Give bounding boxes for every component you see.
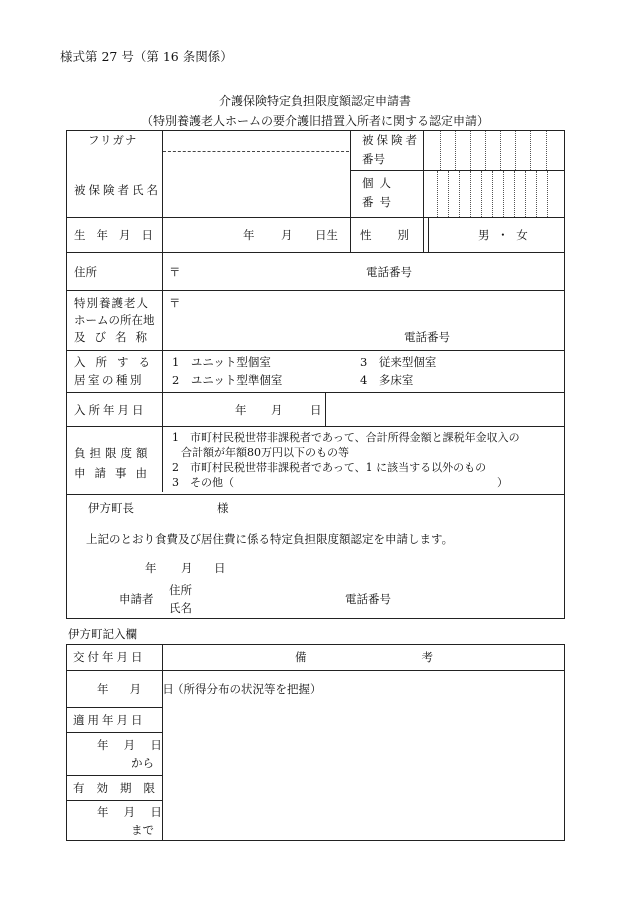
- postal-mark: 〒: [169, 265, 181, 279]
- applicant-phone-label: 電話番号: [345, 592, 391, 606]
- admission-year-unit: 年: [235, 403, 247, 417]
- room-type-label-2: 居室の種別: [74, 373, 144, 387]
- sex-label: 性別: [360, 228, 435, 242]
- insured-number-field[interactable]: [424, 131, 563, 169]
- reason-option-3-close: ）: [497, 476, 508, 489]
- insured-number-label-2: 番号: [362, 152, 385, 166]
- facility-label-3: 及び名称: [74, 330, 156, 344]
- admission-month-unit: 月: [271, 403, 283, 417]
- furigana-field[interactable]: [163, 133, 349, 150]
- facility-field[interactable]: [163, 291, 563, 349]
- personal-number-field[interactable]: [424, 171, 563, 216]
- facility-label: 特別養護老人: [74, 296, 149, 310]
- form-title: 介護保険特定負担限度額認定申請書: [218, 94, 411, 108]
- from-label: から: [131, 756, 154, 770]
- limit-reason-label: 負担限度額: [74, 446, 152, 460]
- address-field[interactable]: [163, 253, 563, 289]
- addressee: 伊方町長: [88, 501, 134, 515]
- valid-until-label: 有効期限: [73, 781, 167, 795]
- insured-name-field[interactable]: [163, 153, 349, 215]
- room-option-unit-private[interactable]: 1 ユニット型個室: [172, 355, 271, 369]
- birth-day-unit: 日生: [315, 228, 338, 242]
- admission-date-field[interactable]: [163, 393, 324, 425]
- phone-label: 電話番号: [366, 265, 412, 279]
- insured-number-label: 被保険者: [362, 133, 420, 147]
- personal-number-label: 個人: [362, 176, 397, 190]
- apply-date-template: 年 月 日: [97, 738, 162, 752]
- admission-day-unit: 日: [310, 403, 322, 417]
- remarks-field[interactable]: [163, 700, 563, 839]
- valid-until-template: 年 月 日: [97, 805, 162, 819]
- reason-option-1[interactable]: 1 市町村民税世帯非課税者であって、合計所得金額と課税年金収入の: [172, 431, 520, 444]
- room-option-multi-bed[interactable]: 4 多床室: [360, 373, 414, 387]
- address-label: 住所: [74, 265, 97, 279]
- furigana-label: フリガナ: [88, 133, 138, 147]
- facility-label-2: ホームの所在地: [74, 313, 155, 327]
- room-option-unit-semi-private[interactable]: 2 ユニット型準個室: [172, 373, 283, 387]
- remarks-note: （所得分布の状況等を把握）: [172, 682, 322, 696]
- applicant-label: 申請者: [119, 592, 154, 606]
- room-type-label: 入所する: [74, 355, 160, 369]
- applicant-address-label: 住所: [169, 583, 192, 597]
- declaration-statement: 上記のとおり食費及び居住費に係る特定負担限度額認定を申請します。: [86, 532, 454, 546]
- reason-option-1-cont: 合計額が年額80万円以下のもの等: [181, 446, 349, 459]
- birth-date-label: 生年月日: [74, 228, 164, 242]
- remarks-label: 備 考: [295, 650, 433, 664]
- declaration-year-unit: 年: [145, 561, 157, 575]
- until-label: まで: [131, 823, 154, 837]
- facility-phone-label: 電話番号: [404, 330, 450, 344]
- issue-date-label: 交付年月日: [73, 650, 146, 664]
- sex-options[interactable]: 男 ・ 女: [478, 228, 528, 242]
- honorific: 様: [217, 501, 229, 515]
- personal-number-label-2: 番号: [362, 195, 397, 209]
- applicant-name-label: 氏名: [169, 601, 192, 615]
- form-subtitle: （特別養護老人ホームの要介護旧措置入所者に関する認定申請）: [140, 114, 489, 128]
- insured-name-label: 被保険者氏名: [74, 183, 161, 197]
- declaration-month-unit: 月: [181, 561, 193, 575]
- office-use-label: 伊方町記入欄: [68, 627, 137, 641]
- declaration-day-unit: 日: [214, 561, 226, 575]
- reason-option-3[interactable]: 3 その他（: [172, 476, 234, 489]
- form-number: 様式第 27 号（第 16 条関係）: [60, 49, 233, 64]
- birth-year-unit: 年: [243, 228, 255, 242]
- facility-postal-mark: 〒: [169, 296, 181, 310]
- birth-month-unit: 月: [281, 228, 293, 242]
- applicant-info-field[interactable]: [200, 580, 340, 614]
- room-option-conventional-private[interactable]: 3 従来型個室: [360, 355, 437, 369]
- limit-reason-label-2: 申請事由: [74, 466, 156, 480]
- apply-date-label: 適用年月日: [73, 713, 146, 727]
- admission-date-label: 入所年月日: [74, 403, 147, 417]
- reason-option-2[interactable]: 2 市町村民税世帯非課税者であって、1 に該当する以外のもの: [172, 461, 487, 474]
- issue-date-template: 年 月 日: [97, 682, 174, 696]
